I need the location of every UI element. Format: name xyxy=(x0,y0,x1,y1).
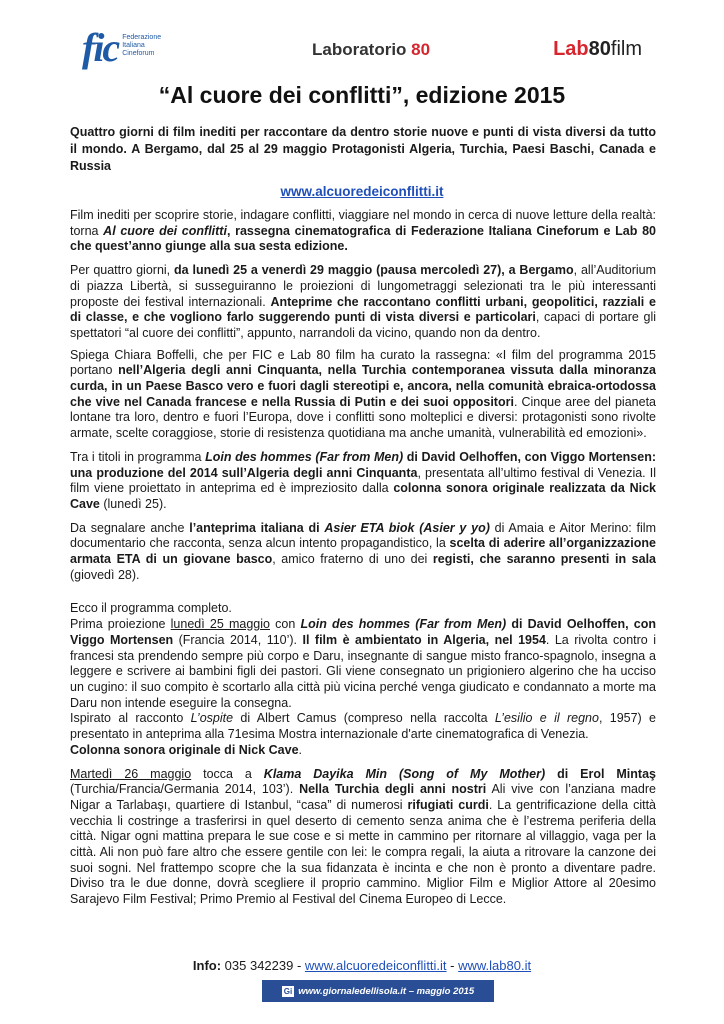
text-run: Il film è ambientato in Algeria, nel 1954 xyxy=(302,632,546,647)
paragraph xyxy=(70,617,656,711)
text-run: L’ospite xyxy=(190,711,234,726)
page-title: “Al cuore dei conflitti”, edizione 2015 xyxy=(158,82,566,108)
fic-logo xyxy=(82,25,162,70)
laboratorio80-logo xyxy=(312,40,430,60)
text-run: Loin des hommes (Far from Men) xyxy=(205,449,404,464)
text-run: (lunedì 25). xyxy=(99,496,167,511)
text-run: Ecco il programma completo. xyxy=(70,601,232,616)
text-run: di David Oelhoffen, con Viggo Mortensen xyxy=(70,617,657,647)
text-run: Colonna sonora originale di Nick Cave xyxy=(70,742,299,757)
paragraph xyxy=(70,711,656,742)
lab80film-lab: Lab xyxy=(553,38,589,60)
text-run: , amico fraterno di uno dei xyxy=(272,552,433,567)
text-run: scelta di aderire all’organizzazione armata ETA di un giovane basco xyxy=(70,536,656,567)
lab80film-word: film xyxy=(610,38,642,60)
footer-separator: - xyxy=(446,958,459,973)
text-run: . La gentrificazione della città vecchia li costringe a trasferirsi in quel deserto di cemento senza anima che è l’estrema periferia della città. Nigar ogni mattina prepara le sue cose e si mette in cammino per ritornare al villaggio, vaga per la città. Ali non può fare altro che essere gentile con lei: le compra regali, la aiuta a ritrovare la canzone dei suoi sogni. Nel frattempo scopre che la sua fidanzata è incinta e che non è pronto a diventare padre. Diviso tra le due donne, dovrà scegliere il proprio cammino. Miglior Film e Miglior Attore al 20esimo Sarajevo Film Festival; Primo Premio al Festival del Cinema Europeo di Lecce. xyxy=(70,797,656,907)
text-run: , presentata all’ultimo festival di Venezia. Il film viene proiettato in anteprima ed è impreziosito dalla xyxy=(70,465,656,496)
footer-link-lab80[interactable]: www.lab80.it xyxy=(458,958,532,973)
footer-link-alcuore[interactable]: www.alcuoredeiconflitti.it xyxy=(304,958,447,973)
text-run: (giovedì 28). xyxy=(70,567,140,582)
footer-info xyxy=(0,958,724,973)
info-label: Info: xyxy=(192,958,222,973)
website-link[interactable]: www.alcuoredeiconflitti.it xyxy=(280,184,444,199)
text-run: Anteprime che raccontano conflitti urbani, geopolitici, razziali e di classe, e che vogliono farlo suggerendo punti di vista diversi e particolari xyxy=(70,294,656,325)
text-run: di David Oelhoffen, con Viggo Mortensen: una produzione del 2014 sull’Algeria degli anni Cinquanta xyxy=(70,449,656,480)
source-text: www.giornaledellisola.it – maggio 2015 xyxy=(298,985,475,997)
text-run: lunedì 25 maggio xyxy=(170,617,270,632)
text-run: Tra i titoli in programma xyxy=(70,449,206,464)
text-run: . Cinque aree del pianeta lontane tra loro, dentro e fuori l’Europa, dove i conflitti sono molteplici e diversi: protagonisti sono rivolte armate, scelte coraggiose, storie di resistenza quotidiana ma anche umanità, vulnerabilità ed emozioni». xyxy=(70,394,656,441)
header xyxy=(82,25,642,78)
paragraph xyxy=(70,743,656,759)
text-run: Martedì 26 maggio xyxy=(70,766,192,781)
text-run: di Erol Mintaş xyxy=(545,766,656,781)
laboratorio-number: 80 xyxy=(411,40,431,59)
paragraph xyxy=(70,208,656,255)
text-run: tocca a xyxy=(191,766,264,781)
paragraph xyxy=(70,263,656,342)
text-run: Ispirato al racconto xyxy=(70,711,191,726)
fic-logo-text xyxy=(122,34,161,58)
text-run: da lunedì 25 a venerdì 29 maggio (pausa mercoledì 27), a Bergamo xyxy=(174,263,574,278)
fic-line-1: Federazione xyxy=(122,34,162,41)
source-bar xyxy=(262,980,494,1002)
fic-mark: fic xyxy=(82,25,119,70)
lab80film-logo xyxy=(553,38,642,61)
paragraph xyxy=(70,450,656,513)
text-run: , 1957) e presentato in anteprima alla 71esima Mostra internazionale d'arte cinematografica di Venezia. xyxy=(70,711,656,742)
text-run: colonna sonora originale realizzata da Nick Cave xyxy=(70,481,656,511)
text-run: Prima proiezione xyxy=(70,617,171,632)
text-run: di Amaia e Aitor Merino: film documentario che racconta, senza alcun intento propagandistico, la xyxy=(70,520,656,551)
text-run: Nella Turchia degli anni nostri xyxy=(299,782,487,797)
text-run: Asier ETA biok (Asier y yo) xyxy=(324,520,490,535)
text-run: registi, che saranno presenti in sala xyxy=(432,552,656,567)
text-run: Ali vive con l’anziana madre Nigar a Tarlabaşı, quartiere di Istanbul, “casa” di numerosi xyxy=(70,782,656,812)
text-run: con xyxy=(269,617,301,632)
text-run: rifugiati curdi xyxy=(407,797,489,812)
paragraph xyxy=(70,348,656,442)
text-run: (Turchia/Francia/Germania 2014, 103’). xyxy=(70,782,300,797)
text-run: L’esilio e il regno xyxy=(494,711,599,726)
text-run: nell’Algeria degli anni Cinquanta, nella Turchia contemporanea vissuta dalla minoranza curda, in un Paese Basco vero e fuori dagli stereotipi e, ancora, nella comunità ebraica-ortodossa che vive nel Canada francese e nella Russia di Putin e dei suoi oppositori xyxy=(70,363,656,409)
text-run: Spiega Chiara Boffelli, che per FIC e Lab 80 film ha curato la rassegna: «I film del programma 2015 portano xyxy=(70,347,656,378)
paragraph xyxy=(70,601,656,617)
text-run: , rassegna cinematografica di Federazione Italiana Cineforum e Lab 80 che quest’anno giunge alla sua sesta edizione. xyxy=(70,223,656,254)
text-run: , capaci di portare gli spettatori “al cuore dei conflitti”, appunto, narrandoli da vicino, quando non da dentro. xyxy=(70,310,656,340)
text-run: Per quattro giorni, xyxy=(70,263,175,278)
lead-paragraph: Quattro giorni di film inediti per raccontare da dentro storie nuove e punti di vista diversi da tutto il mondo. A Bergamo, dal 25 al 29 maggio Protagonisti Algeria, Turchia, Paesi Baschi, Canada e Russia xyxy=(70,125,656,173)
text-run: Da segnalare anche xyxy=(70,520,190,535)
text-run: Loin des hommes (Far from Men) xyxy=(300,617,507,632)
laboratorio-text: Laboratorio xyxy=(312,40,412,59)
giornale-logo-icon: Gi xyxy=(283,986,293,996)
text-run: . xyxy=(298,742,303,757)
text-run: , all’Auditorium di piazza Libertà, si susseguiranno le proiezioni di lungometraggi selezionati tra le più interessanti proposte dei festival internazionali. xyxy=(70,263,656,309)
fic-line-3: Cineforum xyxy=(122,50,155,57)
article-body xyxy=(70,208,656,908)
text-run: . La rivolta contro i francesi sta prendendo sempre più corpo e Daru, insegnante di sangue misto franco-spagnolo, insegna a leggere e scrivere ai bambini figli dei pastori. Gli viene consegnato un prigioniero algerino che ha ucciso un cugino: il suo compito è scortarlo alla città più vicina perché venga giudicato e condannato a morte ma Daru non intende eseguire la consegna. xyxy=(70,632,657,710)
text-run: di Albert Camus (compreso nella raccolta xyxy=(233,711,495,726)
paragraph xyxy=(70,521,656,584)
paragraph xyxy=(70,767,656,908)
text-run: Klama Dayika Min (Song of My Mother) xyxy=(263,766,546,781)
phone-number: 035 342239 - xyxy=(221,958,305,973)
text-run: (Francia 2014, 110’). xyxy=(173,632,303,647)
text-run: Al cuore dei conflitti xyxy=(103,223,227,238)
text-run: l’anteprima italiana di xyxy=(189,520,325,535)
fic-line-2: Italiana xyxy=(122,42,145,49)
lab80film-number: 80 xyxy=(588,38,611,60)
text-run: Film inediti per scoprire storie, indagare conflitti, viaggiare nel mondo in cerca di nuove letture della realtà: torna xyxy=(70,208,656,238)
